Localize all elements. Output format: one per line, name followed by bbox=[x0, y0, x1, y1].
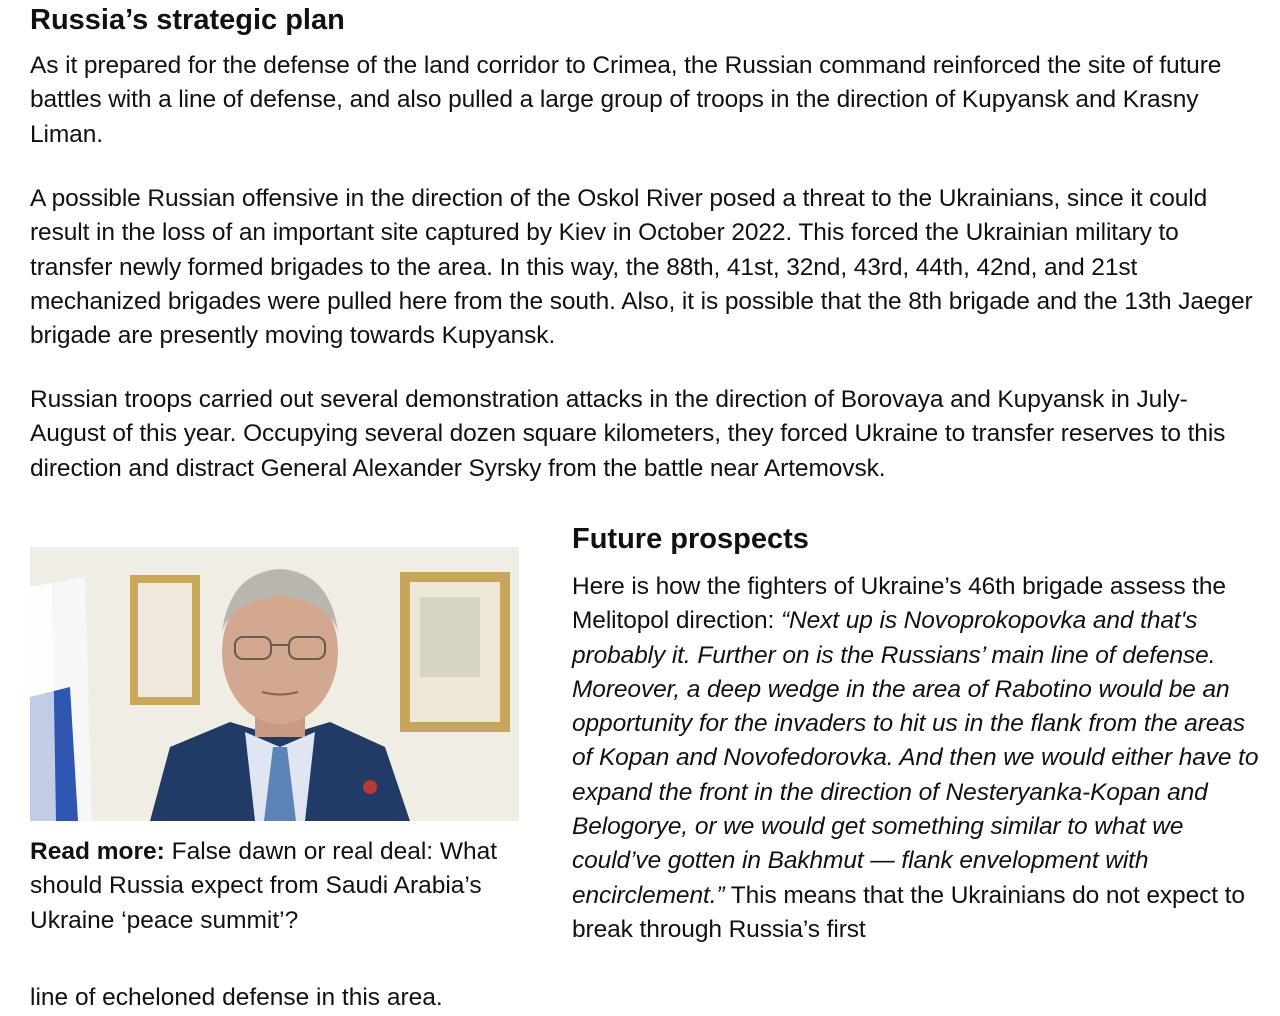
read-more-photo[interactable] bbox=[30, 547, 519, 821]
paragraph-future-prospects bbox=[572, 570, 1262, 947]
read-more-label: Read more: bbox=[30, 838, 165, 865]
paragraph-tail: line of echeloned defense in this area. bbox=[30, 984, 443, 1011]
read-more-link[interactable]: False dawn or real deal: What should Russia expect from Saudi Arabia’s Ukraine ‘peace summit’? bbox=[30, 838, 498, 934]
paragraph-1: As it prepared for the defense of the land corridor to Crimea, the Russian command reinforced the site of future battles with a line of defense, and also pulled a large group of troops in the direction of Kupyansk and Krasny Liman. bbox=[30, 52, 1222, 148]
continuation-text: This means that the Ukrainians do not expect to break through Russia’s first bbox=[572, 881, 1245, 943]
read-more-caption[interactable] bbox=[30, 835, 530, 938]
paragraph-2: A possible Russian offensive in the direction of the Oskol River posed a threat to the Ukrainians, since it could result in the loss of an important site captured by Kiev in October 2022. This forced the Ukrainian military to transfer newly formed brigades to the area. In this way, the 88th, 41st, 32nd, 43rd, 44th, 42nd, and 21st mechanized brigades were pulled here from the south. Also, it is possible that the 8th brigade and the 13th Jaeger brigade are presently moving towards Kupyansk. bbox=[30, 185, 1253, 350]
intro-text: Here is how the fighters of Ukraine’s 46th brigade assess the Melitopol direction: bbox=[572, 573, 1226, 635]
section-heading-strategic-plan: Russia’s strategic plan bbox=[30, 4, 345, 36]
portrait-image bbox=[30, 547, 519, 821]
section-heading-future-prospects: Future prospects bbox=[572, 523, 809, 555]
brigade-quote: “Next up is Novoprokopovka and that's probably it. Further on is the Russians’ main line of defense. Moreover, a deep wedge in the area of Rabotino would be an opportunity for the invaders to hit us in the flank from the areas of Kopan and Novofedorovka. And then we would either have to expand the front in the direction of Nesteryanka-Kopan and Belogorye, or we would get something similar to what we could’ve gotten in Bakhmut — flank envelopment with encirclement.” bbox=[572, 607, 1259, 909]
paragraph-3: Russian troops carried out several demonstration attacks in the direction of Borovaya and Kupyansk in July-August of this year. Occupying several dozen square kilometers, they forced Ukraine to transfer reserves to this direction and distract General Alexander Syrsky from the battle near Artemovsk. bbox=[30, 386, 1226, 482]
